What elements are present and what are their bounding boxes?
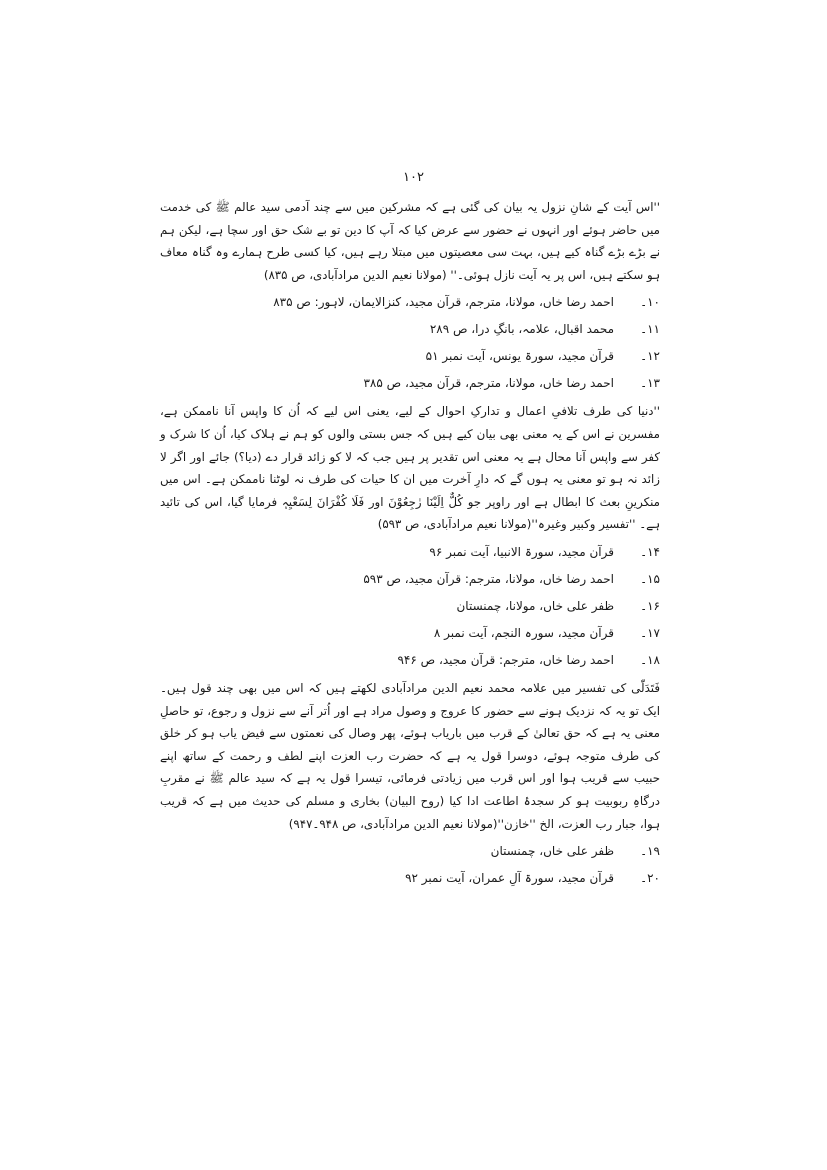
footnote-number: ۱۷۔ <box>640 625 660 640</box>
footnote-item <box>160 346 660 366</box>
footnote-text: قرآن مجید، سورۃ آلِ عمران، آیت نمبر ۹۲ <box>405 871 614 886</box>
footnote-text: ظفر علی خاں، مولانا، چمنستان <box>456 598 614 613</box>
footnote-number: ۱۱۔ <box>640 322 660 337</box>
footnote-text: محمد اقبال، علامہ، بانگِ درا، ص ۲۸۹ <box>429 322 614 337</box>
footnote-item <box>160 868 660 888</box>
footnote-text: احمد رضا خاں، مولانا، مترجم: قرآن مجید، ص ۵۹۳ <box>363 571 614 586</box>
footnote-item <box>160 319 660 339</box>
footnote-number: ۱۴۔ <box>640 544 660 559</box>
footnote-item <box>160 596 660 616</box>
quote-paragraph-shan-e-nuzool: ''اس آیت کے شانِ نزول یہ بیان کی گئی ہے کہ مشرکین میں سے چند آدمی سید عالم ﷺ کی خدمت میں حاضر ہوئے اور انہوں نے حضور سے عرض کیا کہ آپ کا دین تو بے شک حق اور سچا ہے، لیکن ہم نے بڑے بڑے گناہ کیے ہیں، بہت سی معصیتوں میں مبتلا رہے ہیں، کیا کسی طرح ہمارے وہ گناہ معاف ہو سکتے ہیں، اس پر یہ آیت نازل ہوئی۔'' (مولانا نعیم الدین مرادآبادی، ص ۸۳۵) <box>160 200 660 282</box>
page-number: ۱۰۲ <box>403 170 424 185</box>
footnote-text: قرآن مجید، سورہ النجم، آیت نمبر ۸ <box>433 625 614 640</box>
footnote-item <box>160 569 660 589</box>
footnote-item <box>160 373 660 393</box>
quote-paragraph-tafsir: ''دنیا کی طرف تلافیِ اعمال و تدارکِ احوال کے لیے، یعنی اس لیے کہ اُن کا واپس آنا ناممکن ہے، مفسرین نے اس کے یہ معنی بھی بیان کیے ہیں کہ جس بستی والوں کو ہم نے ہلاک کیا، اُن کا شرک و کفر سے واپس آنا محال ہے یہ معنی اس تقدیر پر ہیں جب کہ لا کو زائد قرار دے (دیا؟) جائے اور اگر لا زائد نہ ہو تو معنی یہ ہوں گے کہ دارِ آخرت میں ان کا حیات کی طرف نہ لوٹنا ناممکن ہے۔ اس میں منکرینِ بعث کا ابطال ہے اور راوپر جو کُلٌّ اِلَیْنَا رٰجِعُوْنَ اور فَلَا کُفْرَانَ لِسَعْیِہٖ فرمایا گیا، اس کی تائید ہے۔ ''تفسیر وکبیر وغیرہ''(مولانا نعیم مرادآبادی، ص ۵۹۳) <box>160 404 660 532</box>
footnote-item <box>160 292 660 312</box>
footnote-text: قرآن مجید، سورۃ الانبیا، آیت نمبر ۹۶ <box>429 544 614 559</box>
footnote-text: احمد رضا خاں، مترجم: قرآن مجید، ص ۹۴۶ <box>397 652 614 667</box>
footnote-text: قرآن مجید، سورۃ یونس، آیت نمبر ۵۱ <box>425 349 614 364</box>
footnote-item <box>160 623 660 643</box>
footnote-number: ۱۸۔ <box>640 652 660 667</box>
footnote-text: ظفر علی خاں، چمنستان <box>490 844 614 859</box>
footnote-number: ۱۳۔ <box>640 376 660 391</box>
footnote-text: احمد رضا خاں، مولانا، مترجم، قرآن مجید، کنزالایمان، لاہور: ص ۸۳۵ <box>273 295 614 310</box>
footnote-number: ۱۶۔ <box>640 598 660 613</box>
page-content <box>160 196 660 895</box>
footnote-number: ۱۹۔ <box>640 844 660 859</box>
footnote-number: ۲۰۔ <box>640 871 660 886</box>
footnote-item <box>160 542 660 562</box>
quote-paragraph-fatadalla: فَتَدَلّٰی کی تفسیر میں علامہ محمد نعیم الدین مرادآبادی لکھتے ہیں کہ اس میں بھی چند قول ہیں۔ ایک تو یہ کہ نزدیک ہونے سے حضور کا عروج و وصول مراد ہے اور اُتر آنے سے نزول و رجوع، تو حاصلِ معنی یہ ہے کہ حق تعالیٰ کے قرب میں باریاب ہوئے، پھر وصال کی نعمتوں سے فیض یاب ہو کر خلق کی طرف متوجہ ہوئے، دوسرا قول یہ ہے کہ حضرت رب العزت اپنے لطف و رحمت کے ساتھ اپنے حبیب سے قریب ہوا اور اس قرب میں زیادتی فرمائی، تیسرا قول یہ ہے کہ سید عالم ﷺ نے مقربِ درگاہِ ربوبیت ہو کر سجدۂ اطاعت ادا کیا (روح البیان) بخاری و مسلم کی حدیث میں ہے کہ قریب ہوا، جبار رب العزت، الخ ''خازن''(مولانا نعیم الدین مرادآبادی، ص ۹۴۸۔۹۴۷) <box>160 680 660 831</box>
footnote-number: ۱۰۔ <box>640 295 660 310</box>
footnote-item <box>160 841 660 861</box>
footnote-item <box>160 650 660 670</box>
footnote-text: احمد رضا خاں، مولانا، مترجم، قرآن مجید، ص ۳۸۵ <box>363 376 614 391</box>
footnote-number: ۱۵۔ <box>640 571 660 586</box>
footnote-number: ۱۲۔ <box>640 349 660 364</box>
